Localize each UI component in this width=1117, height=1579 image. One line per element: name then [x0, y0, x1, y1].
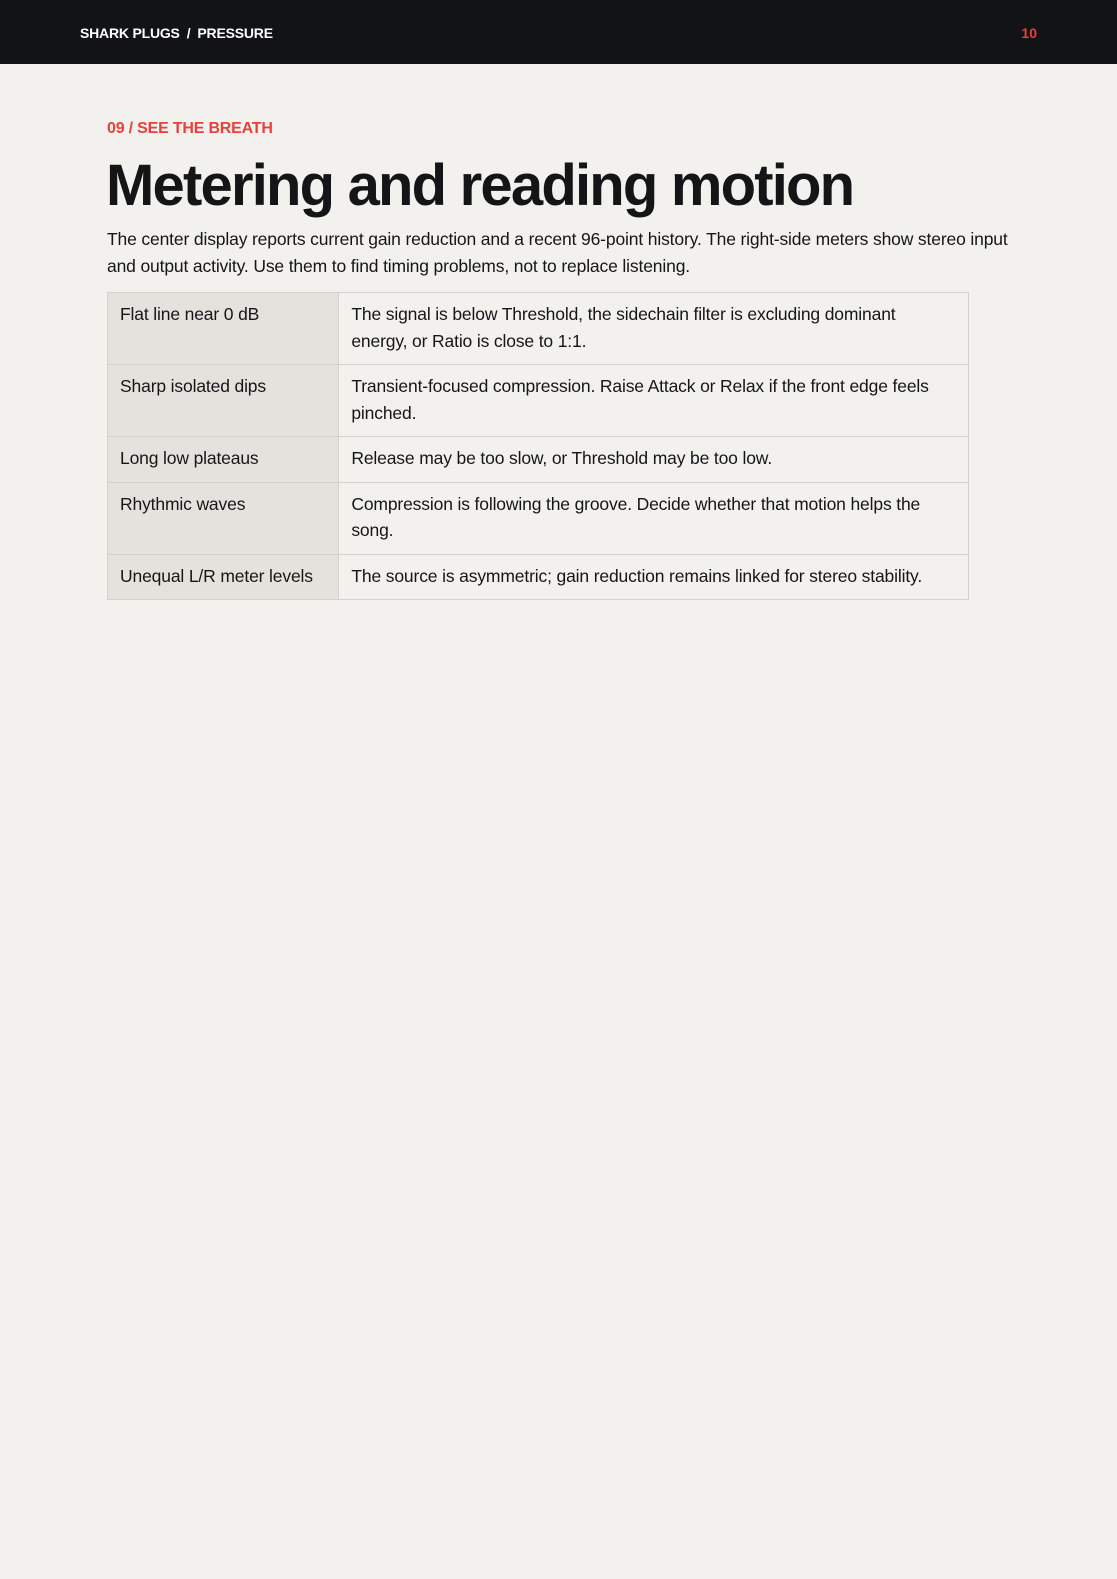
brand-name: SHARK PLUGS: [80, 25, 180, 41]
table-description-cell: Transient-focused compression. Raise Attack or Relax if the front edge feels pinched.: [339, 365, 969, 437]
table-row: [108, 554, 969, 600]
table-term-cell: Rhythmic waves: [108, 482, 339, 554]
table-term-cell: Long low plateaus: [108, 437, 339, 483]
table-row: [108, 437, 969, 483]
section-label: 09 / SEE THE BREATH: [107, 120, 273, 137]
breadcrumb-separator: /: [186, 25, 191, 41]
table-term-cell: Flat line near 0 dB: [108, 293, 339, 365]
table-row: [108, 482, 969, 554]
table-row: [108, 365, 969, 437]
intro-paragraph: The center display reports current gain reduction and a recent 96-point history. The right-side meters show stereo input and output activity. Use them to find timing problems, not to replace listening.: [107, 229, 1008, 276]
page-number: 10: [1021, 25, 1037, 41]
product-name: PRESSURE: [197, 25, 273, 41]
table-term-cell: Sharp isolated dips: [108, 365, 339, 437]
breadcrumb: [80, 25, 273, 42]
table-description-cell: The source is asymmetric; gain reduction remains linked for stereo stability.: [339, 554, 969, 600]
table-description-cell: Compression is following the groove. Decide whether that motion helps the song.: [339, 482, 969, 554]
table-term-cell: Unequal L/R meter levels: [108, 554, 339, 600]
table-description-cell: The signal is below Threshold, the sidechain filter is excluding dominant energy, or Ratio is close to 1:1.: [339, 293, 969, 365]
table-description-cell: Release may be too slow, or Threshold may be too low.: [339, 437, 969, 483]
meter-reading-table: [107, 292, 969, 600]
page-title: Metering and reading motion: [106, 153, 854, 218]
page-header: [0, 0, 1117, 64]
table-row: [108, 293, 969, 365]
